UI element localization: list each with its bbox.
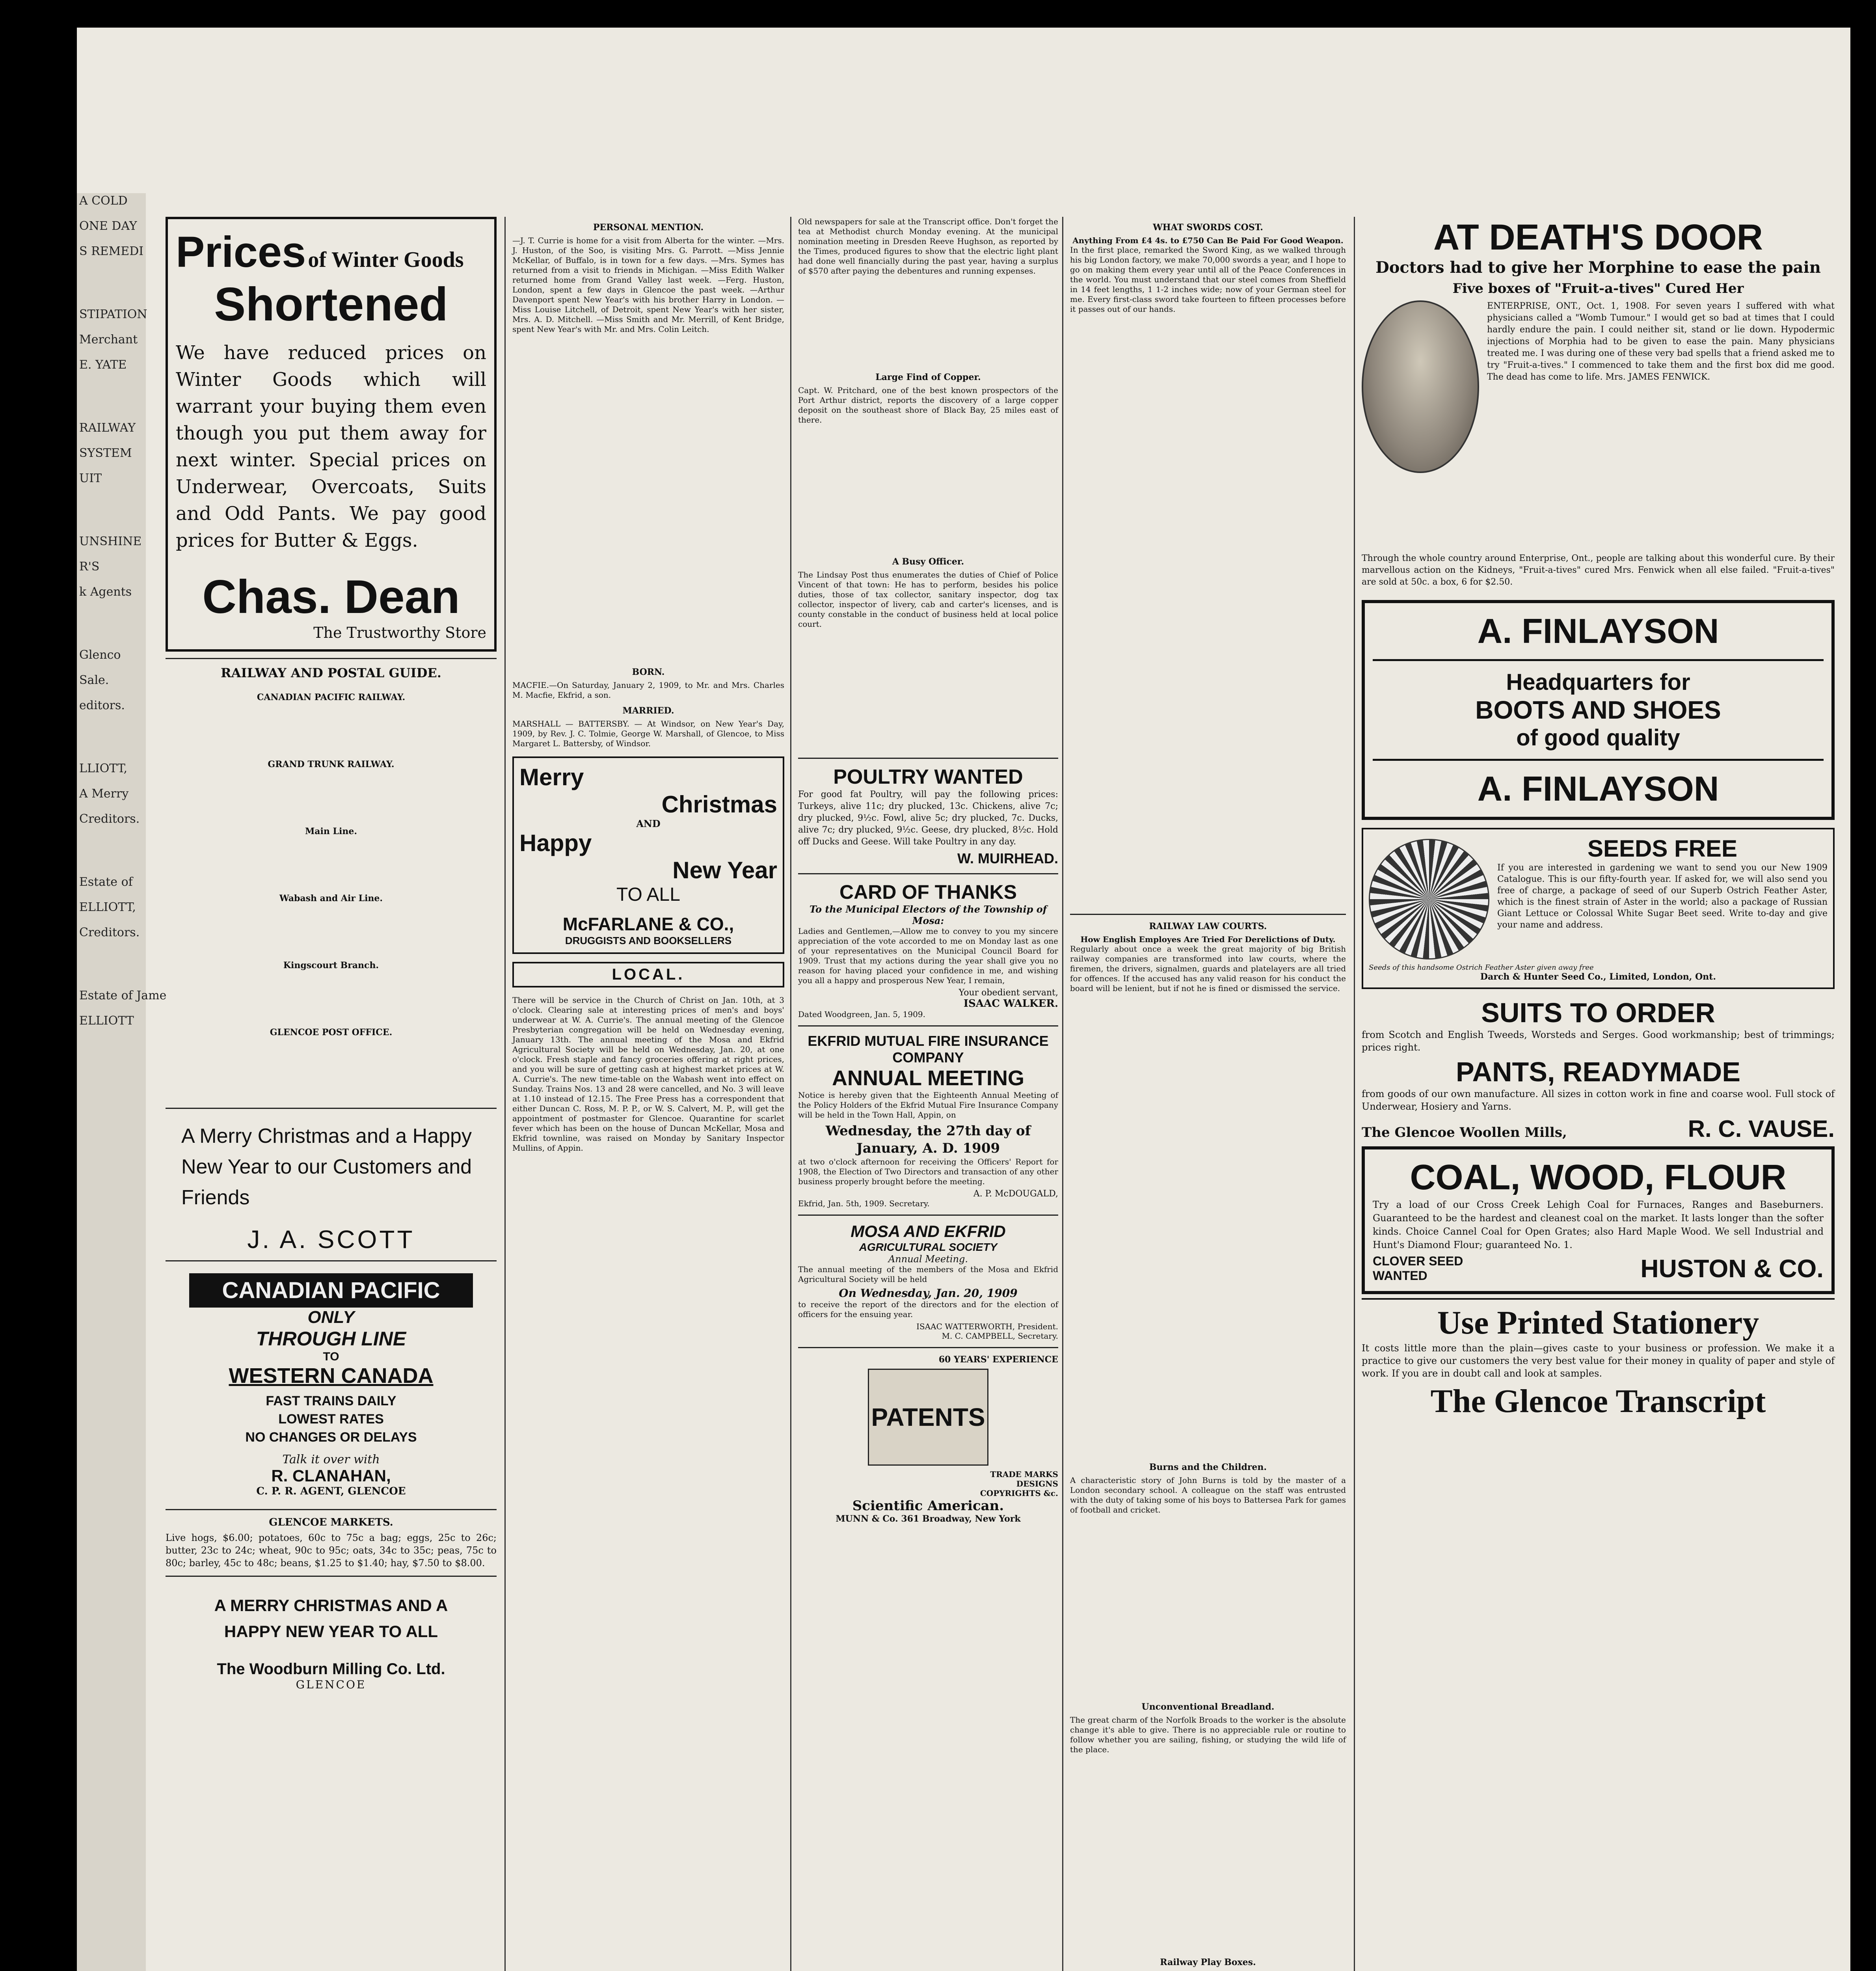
suits-body: from Scotch and English Tweeds, Worsteds and Serges. Good workmanship; best of trimmings; prices right. (1362, 1029, 1835, 1053)
cpr-only: ONLY (307, 1308, 355, 1327)
swords-title: WHAT SWORDS COST. (1153, 222, 1263, 233)
annual-title: ANNUAL MEETING (832, 1066, 1024, 1090)
edge-fragment: editors. (79, 699, 125, 712)
thanks-title: CARD OF THANKS (839, 881, 1017, 903)
column-2 (512, 217, 784, 1971)
poultry-title: POULTRY WANTED (833, 766, 1023, 788)
burns-body: A characteristic story of John Burns is told by the master of a London secondary school. A colleague on the staff was entrusted with the duty of taking some of his boys to Battersea Park for games of football and cricket. (1070, 1475, 1346, 1515)
edge-fragment: ONE DAY (79, 219, 137, 233)
bread-body: The great charm of the Norfolk Broads to the worker is the absolute change it's able to give. There is no appreciable rule or routine to follow whether you are sailing, fishing, or studying the wild life of the place. (1070, 1715, 1346, 1754)
finlayson-ad (1362, 600, 1835, 820)
mcfarlane-trade: DRUGGISTS AND BOOKSELLERS (565, 935, 732, 946)
born-body: MACFIE.—On Saturday, January 2, 1909, to Mr. and Mrs. Charles M. Macfie, Ekfrid, a son. (512, 680, 784, 700)
thanks-body: Ladies and Gentlemen,—Allow me to convey to you my sincere appreciation of the vote accorded to me on Monday last as one of your representatives on the Municipal Council Board for 1909. Trust that my actions during the year shall give you no reason for having placed your confidence in me, and wishing you all a happy and prosperous New Year, I remain, (798, 926, 1058, 985)
railway-line-heading: CANADIAN PACIFIC RAILWAY. (257, 692, 406, 702)
railway-line-heading: Main Line. (305, 826, 357, 836)
patents-years: 60 YEARS' EXPERIENCE (938, 1354, 1058, 1365)
seeds-caption: Seeds of this handsome Ostrich Feather Aster given away free (1369, 963, 1594, 972)
edge-fragment: Creditors. (79, 926, 140, 939)
poultry-body: For good fat Poultry, will pay the following prices: Turkeys, alive 11c; dry plucked, 13c. Chickens, alive 7c; dry plucked, 9½c. Fowl, alive 5c; dry plucked, 7c. Ducks, alive 7c; dry plucked, 9½c. Geese, dry plucked, 8½c. Hold off Ducks and Geese. Will take Poultry in any day. (798, 790, 1058, 847)
shortened-heading: Shortened (214, 278, 448, 331)
mcfarlane-ad (512, 756, 784, 954)
column-4 (1070, 217, 1346, 1971)
edge-fragment: STIPATION (79, 307, 147, 321)
railway-line-heading: Kingscourt Branch. (283, 960, 379, 971)
copper-body: Capt. W. Pritchard, one of the best known prospectors of the Port Arthur district, reports the discovery of a large copper deposit on the southeast shore of Black Bay, 25 miles east of there. (798, 386, 1058, 425)
woodburn-greeting: A MERRY CHRISTMAS AND A HAPPY NEW YEAR TO ALL (214, 1596, 448, 1641)
dean-name: Chas. Dean (202, 570, 460, 623)
patents-ad (798, 1354, 1058, 1524)
mosa-president: ISAAC WATTERWORTH, President. (916, 1322, 1058, 1331)
intro-body: Old newspapers for sale at the Transcript office. Don't forget the tea at Methodist church Monday evening. At the municipal nomination meeting in Dresden Reeve Hughson, as reported by the Times, produced figures to show that the electric light plant had done well financially during the past year, having a surplus of $570 after paying the debentures and running expenses. (798, 217, 1058, 276)
column-rule (504, 217, 506, 1971)
edge-fragment: A COLD (79, 194, 128, 208)
edge-fragment: Estate of Jame (79, 989, 167, 1002)
prices-heading: Prices (176, 228, 306, 276)
deaths-door-ad (1362, 217, 1835, 588)
finlayson-name-bottom: A. FINLAYSON (1477, 769, 1719, 808)
officer-body: The Lindsay Post thus enumerates the duties of Chief of Police Vincent of that town: He has to perform, besides his police duties, those of tax collector, sanitary inspector, dog tax collector, inspector of livery, cab and carter's licenses, and is county constable in the conduct of business held at local police court. (798, 570, 1058, 629)
woollen-mills: The Glencoe Woollen Mills, (1362, 1125, 1567, 1140)
huston-name: HUSTON & CO. (1640, 1254, 1824, 1283)
death-testimonial (1362, 300, 1835, 553)
column-3 (798, 217, 1058, 1971)
cpr-rates: FAST TRAINS DAILY LOWEST RATES NO CHANGES OR DELAYS (245, 1393, 417, 1445)
annual-sign-line: Ekfrid, Jan. 5th, 1909. Secretary. (798, 1199, 930, 1208)
stationery-body: It costs little more than the plain—gives caste to your business or profession. We make it a practice to give our customers the very best value for their money in quality of paper and style of work. If you are in doubt call and look at samples. (1362, 1343, 1835, 1379)
patents-marks: TRADE MARKS DESIGNS COPYRIGHTS &c. (980, 1470, 1058, 1498)
burns-title: Burns and the Children. (1149, 1462, 1267, 1472)
edge-fragment: SYSTEM (79, 446, 132, 460)
edge-fragment: Sale. (79, 673, 109, 687)
railway-line-heading: GRAND TRUNK RAILWAY. (268, 759, 395, 769)
seeds-title: SEEDS FREE (1587, 835, 1738, 862)
woodburn-name: The Woodburn Milling Co. Ltd. (217, 1660, 445, 1678)
railway-guide-title: RAILWAY AND POSTAL GUIDE. (221, 665, 441, 680)
boxes-title: Railway Play Boxes. (1160, 1957, 1256, 1967)
finlayson-quality: of good quality (1516, 725, 1680, 751)
edge-fragment: Merchant (79, 333, 138, 347)
poultry-signer: W. MUIRHEAD. (957, 850, 1058, 866)
patents-sci: Scientific American. (852, 1498, 1004, 1514)
markets-title: GLENCOE MARKETS. (269, 1516, 393, 1528)
mosa-date: On Wednesday, Jan. 20, 1909 (839, 1287, 1018, 1300)
newspaper-page (77, 28, 1850, 1971)
local-body: There will be service in the Church of Christ on Jan. 10th, at 3 o'clock. Clearing sale at interesting prices of men's and boys' underwear at W. A. Currie's. The annual meeting of the Glencoe Presbyterian congregation will be held on Wednesday evening, January 13th. The annual meeting of the Mosa and Ekfrid Agricultural Society will be held on Wednesday, Jan. 20, at one o'clock. Fresh staple and fancy groceries offering at right prices, and you will be sure of getting cash at highest market prices at W. A. Currie's. The new time-table on the Wabash went into effect on Sunday. Trains Nos. 13 and 28 were cancelled, and No. 3 will leave at 1.10 instead of 12.15. The Free Press has a correspondent that either Duncan C. Ross, M. P. P., or W. S. Calvert, M. P., will get the appointment of postmaster for Glencoe. Quarantine for scarlet fever which has been on the house of Duncan McKellar, Mosa and Ekfrid townline, was raised on Monday by Sanitary Inspector Mullins, of Appin. (512, 995, 784, 1153)
clover-wanted: CLOVER SEED WANTED (1373, 1254, 1463, 1283)
cpr-through-line: THROUGH LINE (256, 1328, 406, 1350)
law-title: RAILWAY LAW COURTS. (1149, 921, 1267, 931)
swords-sub: Anything From £4 4s. to £750 Can Be Paid For Good Weapon. (1072, 236, 1344, 245)
personal-body: —J. T. Currie is home for a visit from Alberta for the winter. —Mrs. J. Huston, of the Soo, is visiting Mrs. G. Parrott. —Miss Jennie McKellar, of Buffalo, is in town for a few days. —Mrs. Symes has returned from a visit to friends in Michigan. —Miss Edith Walker returned home from Grand Valley last week. —Ferg. Huston, London, spent a few days in Glencoe the past week. —Arthur Davenport spent New Year's with his brother Harry in London. —Miss Louise Litchell, of Detroit, spent New Year's with her sister, Mrs. A. D. Mitchell. —Miss Smith and Mr. Merrill, of Kent Bridge, spent New Year's with Mr. and Mrs. Colin Leitch. (512, 236, 784, 334)
patents-munn: MUNN & Co. 361 Broadway, New York (836, 1514, 1021, 1524)
death-tail: Through the whole country around Enterprise, Ont., people are talking about this wonderful cure. By their marvellous action on the Kidneys, "Fruit-a-tives" cured Mrs. Fenwick when all else failed. "Fruit-a-tives" are sold at 50c. a box, 6 for $2.50. (1362, 553, 1835, 587)
prices-body: We have reduced prices on Winter Goods which will warrant your buying them even though you put them away for next winter. Special prices on Underwear, Overcoats, Suits and Odd Pants. We pay good prices for Butter & Eggs. (176, 342, 486, 551)
edge-fragment: Glenco (79, 648, 121, 662)
seeds-body: If you are interested in gardening we want to send you our New 1909 Catalogue. This is our fifty-fourth year. If asked for, we will also send you free of charge, a package of seed of our Superb Ostrich Feather Aster, which is the finest strain of Aster in the world; also a package of Russian Giant Lettuce or Colossal White Sugar Beet seed. Write to-day and give your name and address. (1497, 863, 1828, 930)
vause-ad (1362, 997, 1835, 1142)
woman-portrait (1362, 300, 1479, 473)
patents-logo (868, 1369, 988, 1466)
column-rule (790, 217, 791, 1971)
law-body: Regularly about once a week the great majority of big British railway companies are transformed into law courts, where the firemen, the drivers, signalmen, guards and platelayers are all tried for offences. If the accused has any valid reason for his conduct the board will be lenient, but if not he is fined or dismissed the service. (1070, 944, 1346, 993)
patents-title: PATENTS (871, 1403, 985, 1431)
column-rule (1354, 217, 1355, 1971)
edge-fragment: A Merry (79, 787, 129, 801)
edge-fragment: E. YATE (79, 358, 127, 372)
and-word: AND (636, 818, 661, 829)
mosa-body: The annual meeting of the members of the Mosa and Ekfrid Agricultural Society will be held (798, 1265, 1058, 1284)
death-body: ENTERPRISE, ONT., Oct. 1, 1908. For seven years I suffered with what physicians called a "Womb Tumour." I would get so bad at times that I could hardly endure the pain. I could neither sit, stand or lie down. Hypodermic injections of Morphia had to be given to ease the pain. Many physicians treated me. I was during one of these very bad spells that a friend asked me to try "Fruit-a-tives." I commenced to take them and the first box did me good. The dead has come to life. Mrs. JAMES FENWICK. (1487, 301, 1835, 382)
railway-line-heading: Wabash and Air Line. (279, 893, 383, 904)
edge-fragment: S REMEDI (79, 244, 144, 258)
woodburn-town: GLENCOE (296, 1678, 367, 1691)
mcfarlane-name: McFARLANE & CO., (562, 914, 734, 934)
thanks-closing: Your obedient servant, (958, 988, 1058, 998)
huston-ad (1362, 1146, 1835, 1294)
coal-title: COAL, WOOD, FLOUR (1410, 1158, 1787, 1197)
stationery-title: Use Printed Stationery (1437, 1304, 1759, 1341)
bread-title: Unconventional Breadland. (1141, 1702, 1275, 1712)
edge-fragment: Creditors. (79, 812, 140, 826)
cpr-agent-title: C. P. R. AGENT, GLENCOE (256, 1485, 406, 1497)
christmas: Christmas (661, 791, 777, 818)
vause-name: R. C. VAUSE. (1688, 1116, 1835, 1142)
mosa-secretary: M. C. CAMPBELL, Secretary. (942, 1331, 1058, 1341)
scott-greeting: A Merry Christmas and a Happy New Year to our Customers and Friends (181, 1125, 472, 1209)
mosa-tail: to receive the report of the directors and for the election of officers for the ensuing year. (798, 1300, 1058, 1319)
married-title: MARRIED. (622, 706, 674, 716)
annual-signer: A. P. McDOUGALD, (973, 1189, 1058, 1199)
thanks-signer: ISAAC WALKER. (963, 998, 1058, 1010)
annual-body: Notice is hereby given that the Eighteenth Annual Meeting of the Policy Holders of the Ekfrid Mutual Fire Insurance Company will be held in the Town Hall, Appin, on (798, 1090, 1058, 1120)
aster-flower-illustration (1369, 839, 1489, 959)
mosa-sub: AGRICULTURAL SOCIETY (859, 1241, 998, 1253)
ekfrid-title: EKFRID MUTUAL FIRE INSURANCE COMPANY (808, 1033, 1049, 1066)
local-banner (512, 962, 784, 987)
annual-tail: at two o'clock afternoon for receiving the Officers' Report for 1908, the Election of Two Directors and transaction of any other business properly brought before the meeting. (798, 1157, 1058, 1186)
local-title: LOCAL. (612, 966, 685, 983)
married-body: MARSHALL — BATTERSBY. — At Windsor, on New Year's Day, 1909, by Rev. J. C. Tolmie, George W. Marshall, of Glencoe, to Miss Margaret L. Battersby, of Windsor. (512, 719, 784, 748)
scott-name: J. A. SCOTT (247, 1225, 415, 1254)
cpr-agent: R. CLANAHAN, (271, 1466, 391, 1485)
finlayson-hq: Headquarters for (1506, 669, 1690, 695)
railway-guide (166, 684, 497, 1101)
mosa-title: MOSA AND EKFRID (851, 1222, 1006, 1241)
edge-fragment: UNSHINE (79, 535, 142, 548)
annual-date: Wednesday, the 27th day of January, A. D. 1909 (825, 1123, 1031, 1156)
dean-tagline: The Trustworthy Store (313, 624, 486, 641)
cpr-to: TO (323, 1350, 339, 1363)
seeds-firm: Darch & Hunter Seed Co., Limited, London, Ont. (1480, 972, 1716, 982)
finlayson-boots: BOOTS AND SHOES (1475, 696, 1721, 724)
thanks-date: Dated Woodgreen, Jan. 5, 1909. (798, 1010, 925, 1019)
column-1 (166, 217, 497, 1971)
cpr-ad (189, 1273, 473, 1497)
prices-subheading: of Winter Goods (308, 248, 464, 272)
pants-title: PANTS, READYMADE (1455, 1056, 1741, 1087)
edge-fragment: RAILWAY (79, 421, 136, 435)
cpr-title: CANADIAN PACIFIC (189, 1273, 473, 1308)
edge-fragment: UIT (79, 471, 102, 485)
edge-fragment: LLIOTT, (79, 762, 127, 775)
merry: Merry (519, 764, 584, 790)
death-sub: Doctors had to give her Morphine to ease the pain (1375, 258, 1821, 277)
death-sub2: Five boxes of "Fruit-a-tives" Cured Her (1452, 281, 1744, 296)
column-rule (1062, 217, 1063, 1971)
stationery-ad (1362, 1298, 1835, 1420)
dean-ad (166, 217, 497, 652)
edge-fragment: ELLIOTT (79, 1014, 134, 1028)
edge-fragment: R'S (79, 560, 100, 574)
born-title: BORN. (632, 667, 665, 677)
column-5 (1362, 217, 1835, 1971)
law-sub: How English Employes Are Tried For Derelictions of Duty. (1080, 935, 1336, 944)
swords-body: In the first place, remarked the Sword King, as we walked through his big London factory, we make 70,000 swords a year, and I hope to go on making them every year until all of the Peace Conferences in the world. You must understand that our steel comes from Sheffield in 14 feet lengths, 1 1-2 inches wide; now of your German steel for me. Every first-class sword take fourteen to fifteen processes before it passes out of our hands. (1070, 245, 1346, 314)
cpr-western-canada: WESTERN CANADA (229, 1364, 434, 1388)
death-title: AT DEATH'S DOOR (1433, 217, 1763, 257)
markets-body: Live hogs, $6.00; potatoes, 60c to 75c a bag; eggs, 25c to 26c; butter, 23c to 24c; wheat, 90c to 95c; oats, 34c to 35c; peas, 75c to 80c; barley, 45c to 48c; beans, $1.25 to $1.40; hay, $7.50 to $8.00. (166, 1532, 497, 1569)
edge-fragment: Estate of (79, 875, 133, 889)
new-year: New Year (672, 857, 777, 883)
railway-line-heading: GLENCOE POST OFFICE. (270, 1027, 393, 1038)
pants-body: from goods of our own manufacture. All sizes in cotton work in fine and coarse wool. Full stock of Underwear, Hosiery and Yarns. (1362, 1088, 1835, 1112)
officer-title: A Busy Officer. (892, 557, 964, 567)
personal-title: PERSONAL MENTION. (593, 222, 704, 233)
copper-title: Large Find of Copper. (875, 372, 981, 382)
adjacent-page-edge (77, 193, 167, 1971)
to-all: TO ALL (616, 884, 680, 905)
mosa-meeting: Annual Meeting. (888, 1254, 968, 1265)
finlayson-name-top: A. FINLAYSON (1477, 611, 1719, 650)
suits-title: SUITS TO ORDER (1481, 997, 1715, 1028)
cpr-talk: Talk it over with (282, 1453, 380, 1466)
edge-fragment: ELLIOTT, (79, 900, 136, 914)
happy: Happy (519, 830, 592, 856)
masthead: The Glencoe Transcript (1430, 1383, 1766, 1420)
seeds-ad (1362, 828, 1835, 989)
edge-fragment: k Agents (79, 585, 132, 599)
coal-body: Try a load of our Cross Creek Lehigh Coal for Furnaces, Ranges and Baseburners. Guaranteed to be the hardest and cleanest coal on the market. It lasts longer than the softer kinds. Choice Cannel Coal for Open Grates; also Hard Maple Wood. We sell Industrial and Hunt's Diamond Flour; guaranteed No. 1. (1373, 1199, 1824, 1250)
thanks-sub: To the Municipal Electors of the Township of Mosa: (809, 904, 1047, 926)
